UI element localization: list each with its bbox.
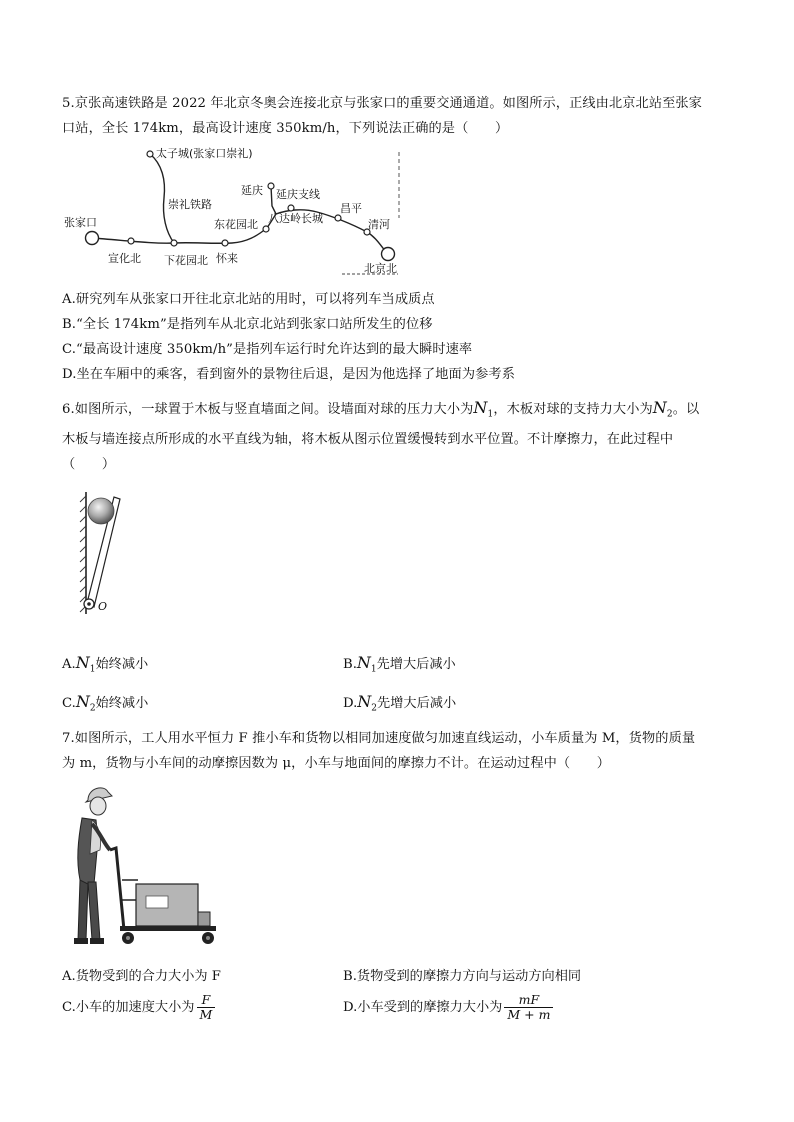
label-zhangjiakou: 张家口 <box>64 216 97 229</box>
q7-stem-line1: 7.如图所示，工人用水平恒力 F 推小车和货物以相同加速度做匀加速直线运动，小车质量为 M，货物的质量 <box>62 731 696 746</box>
worker-cart-figure <box>64 780 220 950</box>
station-xiahuayuanbei-marker <box>171 240 177 246</box>
station-beijingbei-marker <box>382 248 395 261</box>
label-yanqing: 延庆 <box>241 184 263 197</box>
ball-board-figure <box>70 486 160 626</box>
fraction-mF-over-Mplusm: $\frac{mF}{M + m}$ <box>504 993 553 1022</box>
label-yanqing-branch: 延庆支线 <box>276 188 320 201</box>
label-changping: 昌平 <box>340 202 362 215</box>
q7-option-b[interactable]: B.货物受到的摩擦力方向与运动方向相同 <box>343 969 582 984</box>
rail-map-figure <box>62 140 412 280</box>
q7-stem-line2: 为 m，货物与小车间的动摩擦因数为 μ，小车与地面间的摩擦力不计。在运动过程中（ ） <box>62 756 611 771</box>
q5-stem-line2: 口站，全长 174km，最高设计速度 350km/h，下列说法正确的是（ ） <box>62 121 509 136</box>
label-taizicheng: 太子城(张家口崇礼) <box>156 147 253 160</box>
q6-stem-line1: 6.如图所示，一球置于木板与竖直墙面之间。设墙面对球的压力大小为$N_1$，木板对球的支持力大小为$N_2$。以 <box>62 398 700 420</box>
ball <box>88 498 114 524</box>
label-badaling: 八达岭长城 <box>268 212 323 225</box>
q6-stem-line2: 木板与墙连接点所形成的水平直线为轴，将木板从图示位置缓慢转到水平位置。不计摩擦力，在此过程中 <box>62 432 674 447</box>
label-donghuayuanbei: 东花园北 <box>214 218 258 231</box>
q5-option-d[interactable]: D.坐在车厢中的乘客，看到窗外的景物往后退，是因为他选择了地面为参考系 <box>62 367 515 382</box>
fraction-F-over-M: $\frac{F}{M}$ <box>197 993 216 1022</box>
q7-option-d[interactable]: D.小车受到的摩擦力大小为 $\frac{mF}{M + m}$ <box>343 993 553 1022</box>
q7-option-c[interactable]: C.小车的加速度大小为 $\frac{F}{M}$ <box>62 993 215 1022</box>
cart-base <box>120 926 216 931</box>
q5-option-a[interactable]: A.研究列车从张家口开往北京北站的用时，可以将列车当成质点 <box>62 292 435 307</box>
station-badaling-marker <box>288 205 294 211</box>
q5-option-c[interactable]: C.“最高设计速度 350km/h”是指列车运行时允许达到的最大瞬时速率 <box>62 342 473 357</box>
station-huailai-marker <box>222 240 228 246</box>
label-huailai: 怀来 <box>216 252 238 265</box>
station-changping-marker <box>335 215 341 221</box>
station-donghuayuanbei-marker <box>263 226 269 232</box>
q6-option-b[interactable]: $B.N_1$先增大后减小 <box>343 653 456 675</box>
label-xiahuayuanbei: 下花园北 <box>164 254 208 267</box>
q6-option-c[interactable]: $C.N_2$始终减小 <box>62 692 149 714</box>
q6-stem-line3: （ ） <box>62 457 116 472</box>
station-yanqing-marker <box>268 183 274 189</box>
q5-stem-line1: 5.京张高速铁路是 2022 年北京冬奥会连接北京与张家口的重要交通通道。如图所示，正线由北京北站至张家 <box>62 96 702 111</box>
label-qinghe: 清河 <box>368 218 390 231</box>
pivot-label: O <box>98 600 108 613</box>
label-chongli-rail: 崇礼铁路 <box>168 198 212 211</box>
station-zhangjiakou-marker <box>86 232 99 245</box>
q5-option-b[interactable]: B.“全长 174km”是指列车从北京北站到张家口站所发生的位移 <box>62 317 433 332</box>
label-beijingbei: 北京北 <box>364 262 397 275</box>
station-taizicheng-marker <box>147 151 153 157</box>
q6-option-d[interactable]: $D.N_2$先增大后减小 <box>343 692 457 714</box>
q6-option-a[interactable]: $A.N_1$始终减小 <box>62 653 149 675</box>
station-xuanhuabei-marker <box>128 238 134 244</box>
label-xuanhuabei: 宣化北 <box>108 252 141 265</box>
q7-option-a[interactable]: A.货物受到的合力大小为 F <box>62 969 221 984</box>
